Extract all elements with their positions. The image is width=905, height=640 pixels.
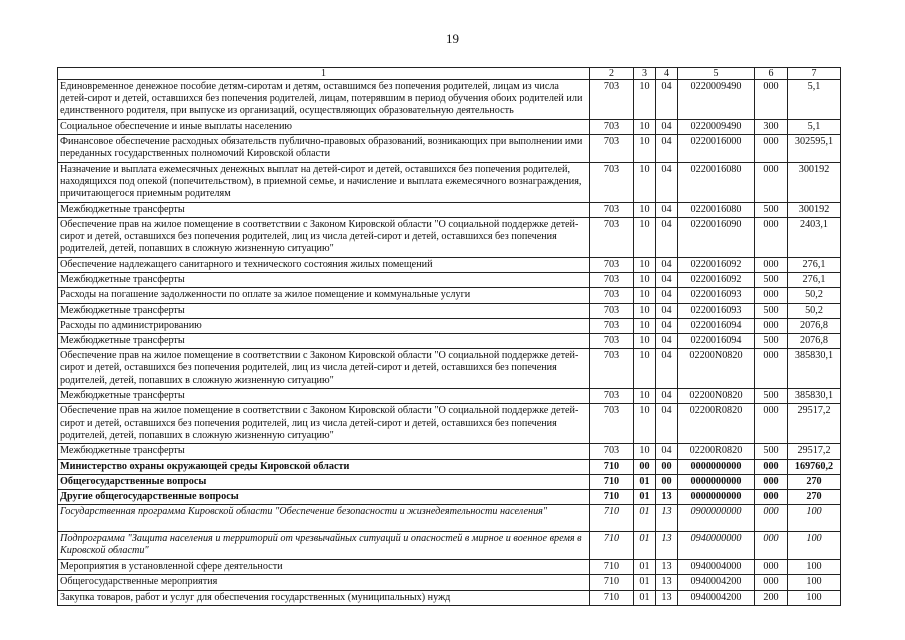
row-expense-type: 000 — [755, 560, 788, 575]
row-target-code: 0220016093 — [678, 288, 755, 303]
row-admin-code: 703 — [590, 404, 634, 444]
row-target-code: 0220009490 — [678, 119, 755, 134]
page-number: 19 — [446, 31, 459, 46]
budget-table — [57, 67, 841, 606]
row-target-code: 02200R0820 — [678, 404, 755, 444]
row-admin-code: 710 — [590, 505, 634, 532]
row-amount: 100 — [788, 505, 841, 532]
row-admin-code: 710 — [590, 575, 634, 590]
row-target-code: 0000000000 — [678, 490, 755, 505]
row-section: 10 — [634, 389, 656, 404]
row-name: Закупка товаров, работ и услуг для обеспечения государственных (муниципальных) нужд — [58, 590, 590, 605]
row-amount: 29517,2 — [788, 404, 841, 444]
row-expense-type: 000 — [755, 474, 788, 489]
table-row — [58, 532, 841, 560]
row-section: 10 — [634, 80, 656, 120]
row-expense-type: 000 — [755, 218, 788, 258]
row-target-code: 0220009490 — [678, 80, 755, 120]
row-subsection: 00 — [656, 459, 678, 474]
row-expense-type: 500 — [755, 389, 788, 404]
row-admin-code: 703 — [590, 349, 634, 389]
row-name: Обеспечение прав на жилое помещение в соответствии с Законом Кировской области "О социальной поддержке детей-сирот и детей, оставшихся без попечения родителей, лиц из числа детей-сирот и детей, оставшихся без попечения родителей, детей, попавших в сложную жизненную ситуацию" — [58, 404, 590, 444]
table-row — [58, 80, 841, 120]
row-admin-code: 710 — [590, 590, 634, 605]
row-admin-code: 710 — [590, 474, 634, 489]
row-expense-type: 000 — [755, 490, 788, 505]
table-header-row — [58, 68, 841, 80]
row-amount: 100 — [788, 590, 841, 605]
row-name: Государственная программа Кировской области "Обеспечение безопасности и жизнедеятельности населения" — [58, 505, 590, 532]
row-name: Обеспечение прав на жилое помещение в соответствии с Законом Кировской области "О социальной поддержке детей-сирот и детей, оставшихся без попечения родителей, лиц из числа детей-сирот и детей, оставшихся без попечения родителей, детей, попавших в сложную жизненную ситуацию" — [58, 349, 590, 389]
row-name: Расходы по администрированию — [58, 318, 590, 333]
table-row — [58, 119, 841, 134]
row-subsection: 04 — [656, 303, 678, 318]
row-subsection: 04 — [656, 80, 678, 120]
row-target-code: 02200R0820 — [678, 444, 755, 459]
row-amount: 276,1 — [788, 258, 841, 273]
row-section: 01 — [634, 560, 656, 575]
row-section: 10 — [634, 273, 656, 288]
row-expense-type: 300 — [755, 119, 788, 134]
row-expense-type: 000 — [755, 532, 788, 560]
table-row — [58, 490, 841, 505]
row-section: 10 — [634, 444, 656, 459]
col-header-1: 1 — [58, 68, 590, 80]
row-target-code: 0000000000 — [678, 459, 755, 474]
table-row — [58, 590, 841, 605]
row-name: Социальное обеспечение и иные выплаты населению — [58, 119, 590, 134]
table-row — [58, 134, 841, 162]
row-name: Подпрограмма "Защита населения и территорий от чрезвычайных ситуаций и опасностей в мирное и военное время в Кировской области" — [58, 532, 590, 560]
row-name: Единовременное денежное пособие детям-сиротам и детям, оставшимся без попечения родителей, лицам из числа детей-сирот и детей, оставшихся без попечения родителей, лицам, потерявшим в период обучения обоих родителей или единственного родителя, при выпуске из организаций, осуществляющих образовательную деятельность — [58, 80, 590, 120]
row-subsection: 13 — [656, 590, 678, 605]
row-expense-type: 500 — [755, 273, 788, 288]
row-amount: 29517,2 — [788, 444, 841, 459]
table-row — [58, 334, 841, 349]
row-target-code: 0220016093 — [678, 303, 755, 318]
row-name: Обеспечение прав на жилое помещение в соответствии с Законом Кировской области "О социальной поддержке детей-сирот и детей, оставшихся без попечения родителей, лиц из числа детей-сирот и детей, оставшихся без попечения родителей, детей, попавших в сложную жизненную ситуацию" — [58, 218, 590, 258]
row-admin-code: 703 — [590, 334, 634, 349]
row-target-code: 0000000000 — [678, 474, 755, 489]
row-admin-code: 703 — [590, 273, 634, 288]
row-admin-code: 703 — [590, 218, 634, 258]
row-subsection: 04 — [656, 389, 678, 404]
col-header-7: 7 — [788, 68, 841, 80]
col-header-2: 2 — [590, 68, 634, 80]
row-expense-type: 500 — [755, 202, 788, 217]
col-header-3: 3 — [634, 68, 656, 80]
row-target-code: 0220016092 — [678, 273, 755, 288]
row-amount: 270 — [788, 474, 841, 489]
table-row — [58, 218, 841, 258]
row-subsection: 04 — [656, 258, 678, 273]
row-subsection: 04 — [656, 349, 678, 389]
row-expense-type: 500 — [755, 303, 788, 318]
row-subsection: 04 — [656, 318, 678, 333]
row-target-code: 02200N0820 — [678, 389, 755, 404]
row-name: Межбюджетные трансферты — [58, 444, 590, 459]
row-subsection: 04 — [656, 218, 678, 258]
row-amount: 300192 — [788, 202, 841, 217]
row-section: 10 — [634, 162, 656, 202]
table-row — [58, 505, 841, 532]
row-section: 01 — [634, 490, 656, 505]
row-section: 01 — [634, 505, 656, 532]
row-subsection: 04 — [656, 288, 678, 303]
row-target-code: 02200N0820 — [678, 349, 755, 389]
row-name: Межбюджетные трансферты — [58, 334, 590, 349]
row-section: 10 — [634, 334, 656, 349]
row-target-code: 0220016090 — [678, 218, 755, 258]
row-subsection: 13 — [656, 560, 678, 575]
row-amount: 169760,2 — [788, 459, 841, 474]
row-expense-type: 500 — [755, 444, 788, 459]
table-row — [58, 444, 841, 459]
row-expense-type: 000 — [755, 288, 788, 303]
row-amount: 100 — [788, 575, 841, 590]
row-admin-code: 710 — [590, 532, 634, 560]
row-name: Межбюджетные трансферты — [58, 389, 590, 404]
col-header-4: 4 — [656, 68, 678, 80]
row-section: 10 — [634, 258, 656, 273]
row-name: Другие общегосударственные вопросы — [58, 490, 590, 505]
row-subsection: 04 — [656, 134, 678, 162]
row-name: Назначение и выплата ежемесячных денежных выплат на детей-сирот и детей, оставшихся без попечения родителей, находящихся под опекой (попечительством), в приемной семье, и начисление и выплата ежемесячного вознаграждения, причитающегося приемным родителям — [58, 162, 590, 202]
row-subsection: 00 — [656, 474, 678, 489]
table-row — [58, 318, 841, 333]
row-amount: 100 — [788, 532, 841, 560]
row-expense-type: 000 — [755, 459, 788, 474]
row-target-code: 0940004000 — [678, 560, 755, 575]
row-subsection: 13 — [656, 575, 678, 590]
table-row — [58, 288, 841, 303]
row-target-code: 0940004200 — [678, 590, 755, 605]
row-expense-type: 000 — [755, 349, 788, 389]
row-expense-type: 000 — [755, 162, 788, 202]
row-expense-type: 200 — [755, 590, 788, 605]
table-row — [58, 258, 841, 273]
row-expense-type: 000 — [755, 505, 788, 532]
row-target-code: 0900000000 — [678, 505, 755, 532]
row-amount: 270 — [788, 490, 841, 505]
row-target-code: 0940004200 — [678, 575, 755, 590]
table-row — [58, 459, 841, 474]
col-header-6: 6 — [755, 68, 788, 80]
row-target-code: 0220016092 — [678, 258, 755, 273]
row-target-code: 0220016000 — [678, 134, 755, 162]
row-amount: 2076,8 — [788, 318, 841, 333]
table-row — [58, 404, 841, 444]
row-subsection: 04 — [656, 404, 678, 444]
row-name: Межбюджетные трансферты — [58, 303, 590, 318]
row-target-code: 0220016080 — [678, 162, 755, 202]
row-section: 01 — [634, 590, 656, 605]
row-expense-type: 000 — [755, 134, 788, 162]
row-admin-code: 703 — [590, 288, 634, 303]
table-row — [58, 273, 841, 288]
row-amount: 2403,1 — [788, 218, 841, 258]
row-section: 10 — [634, 134, 656, 162]
row-subsection: 04 — [656, 273, 678, 288]
table-row — [58, 575, 841, 590]
table-row — [58, 202, 841, 217]
table-row — [58, 560, 841, 575]
row-subsection: 04 — [656, 444, 678, 459]
row-amount: 50,2 — [788, 303, 841, 318]
row-admin-code: 703 — [590, 202, 634, 217]
row-name: Расходы на погашение задолженности по оплате за жилое помещение и коммунальные услуги — [58, 288, 590, 303]
row-subsection: 04 — [656, 334, 678, 349]
row-admin-code: 703 — [590, 318, 634, 333]
row-name: Финансовое обеспечение расходных обязательств публично-правовых образований, возникающих при выполнении ими переданных государственных полномочий Кировской области — [58, 134, 590, 162]
row-admin-code: 703 — [590, 303, 634, 318]
row-section: 01 — [634, 532, 656, 560]
row-section: 01 — [634, 474, 656, 489]
row-admin-code: 703 — [590, 162, 634, 202]
row-section: 10 — [634, 288, 656, 303]
row-admin-code: 710 — [590, 560, 634, 575]
row-admin-code: 703 — [590, 389, 634, 404]
row-name: Межбюджетные трансферты — [58, 202, 590, 217]
row-name: Обеспечение надлежащего санитарного и технического состояния жилых помещений — [58, 258, 590, 273]
table-row — [58, 303, 841, 318]
row-amount: 100 — [788, 560, 841, 575]
row-target-code: 0220016080 — [678, 202, 755, 217]
row-name: Общегосударственные вопросы — [58, 474, 590, 489]
row-subsection: 13 — [656, 505, 678, 532]
row-amount: 5,1 — [788, 80, 841, 120]
row-subsection: 04 — [656, 202, 678, 217]
table-row — [58, 162, 841, 202]
row-admin-code: 703 — [590, 444, 634, 459]
row-amount: 2076,8 — [788, 334, 841, 349]
row-expense-type: 000 — [755, 404, 788, 444]
row-expense-type: 000 — [755, 258, 788, 273]
row-target-code: 0220016094 — [678, 318, 755, 333]
row-expense-type: 000 — [755, 318, 788, 333]
row-amount: 5,1 — [788, 119, 841, 134]
row-amount: 50,2 — [788, 288, 841, 303]
row-target-code: 0940000000 — [678, 532, 755, 560]
row-target-code: 0220016094 — [678, 334, 755, 349]
row-subsection: 04 — [656, 162, 678, 202]
row-name: Межбюджетные трансферты — [58, 273, 590, 288]
row-amount: 302595,1 — [788, 134, 841, 162]
row-name: Министерство охраны окружающей среды Кировской области — [58, 459, 590, 474]
row-section: 10 — [634, 404, 656, 444]
row-admin-code: 710 — [590, 490, 634, 505]
row-section: 10 — [634, 218, 656, 258]
row-admin-code: 703 — [590, 119, 634, 134]
row-admin-code: 703 — [590, 80, 634, 120]
row-section: 00 — [634, 459, 656, 474]
row-expense-type: 000 — [755, 575, 788, 590]
row-subsection: 13 — [656, 532, 678, 560]
row-subsection: 13 — [656, 490, 678, 505]
row-section: 10 — [634, 119, 656, 134]
row-name: Общегосударственные мероприятия — [58, 575, 590, 590]
row-section: 10 — [634, 349, 656, 389]
row-admin-code: 703 — [590, 134, 634, 162]
row-amount: 300192 — [788, 162, 841, 202]
row-amount: 385830,1 — [788, 349, 841, 389]
row-admin-code: 710 — [590, 459, 634, 474]
row-section: 10 — [634, 318, 656, 333]
row-subsection: 04 — [656, 119, 678, 134]
row-admin-code: 703 — [590, 258, 634, 273]
row-name: Мероприятия в установленной сфере деятельности — [58, 560, 590, 575]
row-amount: 276,1 — [788, 273, 841, 288]
row-expense-type: 500 — [755, 334, 788, 349]
table-row — [58, 389, 841, 404]
table-row — [58, 349, 841, 389]
table-row — [58, 474, 841, 489]
row-section: 10 — [634, 202, 656, 217]
col-header-5: 5 — [678, 68, 755, 80]
row-section: 01 — [634, 575, 656, 590]
row-section: 10 — [634, 303, 656, 318]
row-expense-type: 000 — [755, 80, 788, 120]
row-amount: 385830,1 — [788, 389, 841, 404]
